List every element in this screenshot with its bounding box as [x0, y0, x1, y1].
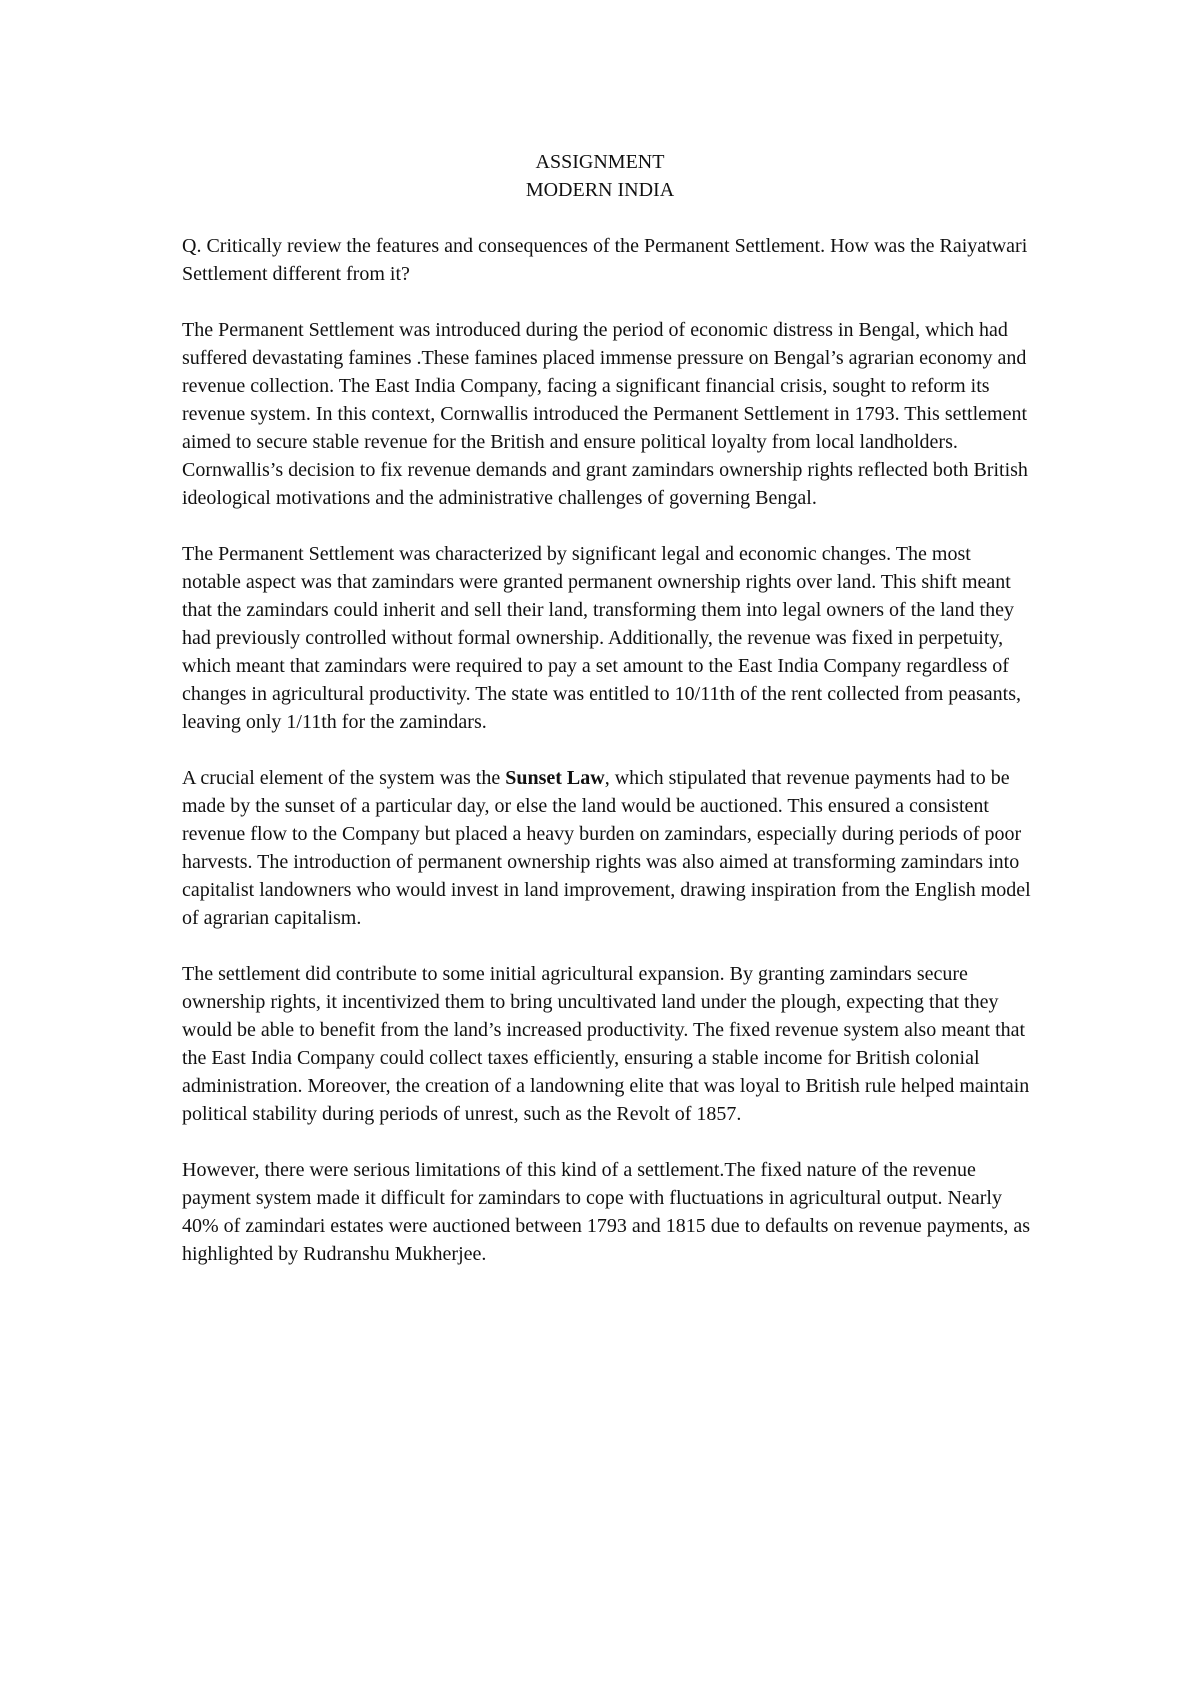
assignment-title: ASSIGNMENT	[535, 151, 665, 173]
question-paragraph: Q. Critically review the features and consequences of the Permanent Settlement. How was the Raiyatwari Settlement different from it?	[182, 235, 1028, 285]
paragraph-3-intro: A crucial element of the system was the	[182, 767, 506, 789]
paragraph-1: The Permanent Settlement was introduced during the period of economic distress in Bengal, which had suffered devastating famines .These famines placed immense pressure on Bengal’s agrarian economy and revenue collection. The East India Company, facing a significant financial crisis, sought to reform its revenue system. In this context, Cornwallis introduced the Permanent Settlement in 1793. This settlement aimed to secure stable revenue for the British and ensure political loyalty from local landholders. Cornwallis’s decision to fix revenue demands and grant zamindars ownership rights reflected both British ideological motivations and the administrative challenges of governing Bengal.	[182, 319, 1028, 509]
paragraph-3	[182, 764, 1032, 932]
title-block	[0, 148, 1200, 204]
paragraph-2: The Permanent Settlement was characterized by significant legal and economic changes. The most notable aspect was that zamindars were granted permanent ownership rights over land. This shift meant that the zamindars could inherit and sell their land, transforming them into legal owners of the land they had previously controlled without formal ownership. Additionally, the revenue was fixed in perpetuity, which meant that zamindars were required to pay a set amount to the East India Company regardless of changes in agricultural productivity. The state was entitled to 10/11th of the rent collected from peasants, leaving only 1/11th for the zamindars.	[182, 543, 1022, 733]
paragraph-5: However, there were serious limitations of this kind of a settlement.The fixed nature of the revenue payment system made it difficult for zamindars to cope with fluctuations in agricultural output. Nearly 40% of zamindari estates were auctioned between 1793 and 1815 due to defaults on revenue payments, as highlighted by Rudranshu Mukherjee.	[182, 1159, 1031, 1265]
paragraph-3-rest: , which stipulated that revenue payments had to be made by the sunset of a particular day, or else the land would be auctioned. This ensured a consistent revenue flow to the Company but placed a heavy burden on zamindars, especially during periods of poor harvests. The introduction of permanent ownership rights was also aimed at transforming zamindars into capitalist landowners who would invest in land improvement, drawing inspiration from the English model of agrarian capitalism.	[182, 767, 1031, 929]
sunset-law-term: Sunset Law	[505, 767, 605, 789]
course-subtitle: MODERN INDIA	[525, 179, 675, 201]
paragraph-4: The settlement did contribute to some initial agricultural expansion. By granting zamindars secure ownership rights, it incentivized them to bring uncultivated land under the plough, expecting that they would be able to benefit from the land’s increased productivity. The fixed revenue system also meant that the East India Company could collect taxes efficiently, ensuring a stable income for British colonial administration. Moreover, the creation of a landowning elite that was loyal to British rule helped maintain political stability during periods of unrest, such as the Revolt of 1857.	[182, 963, 1030, 1125]
document-body	[182, 232, 1032, 1296]
